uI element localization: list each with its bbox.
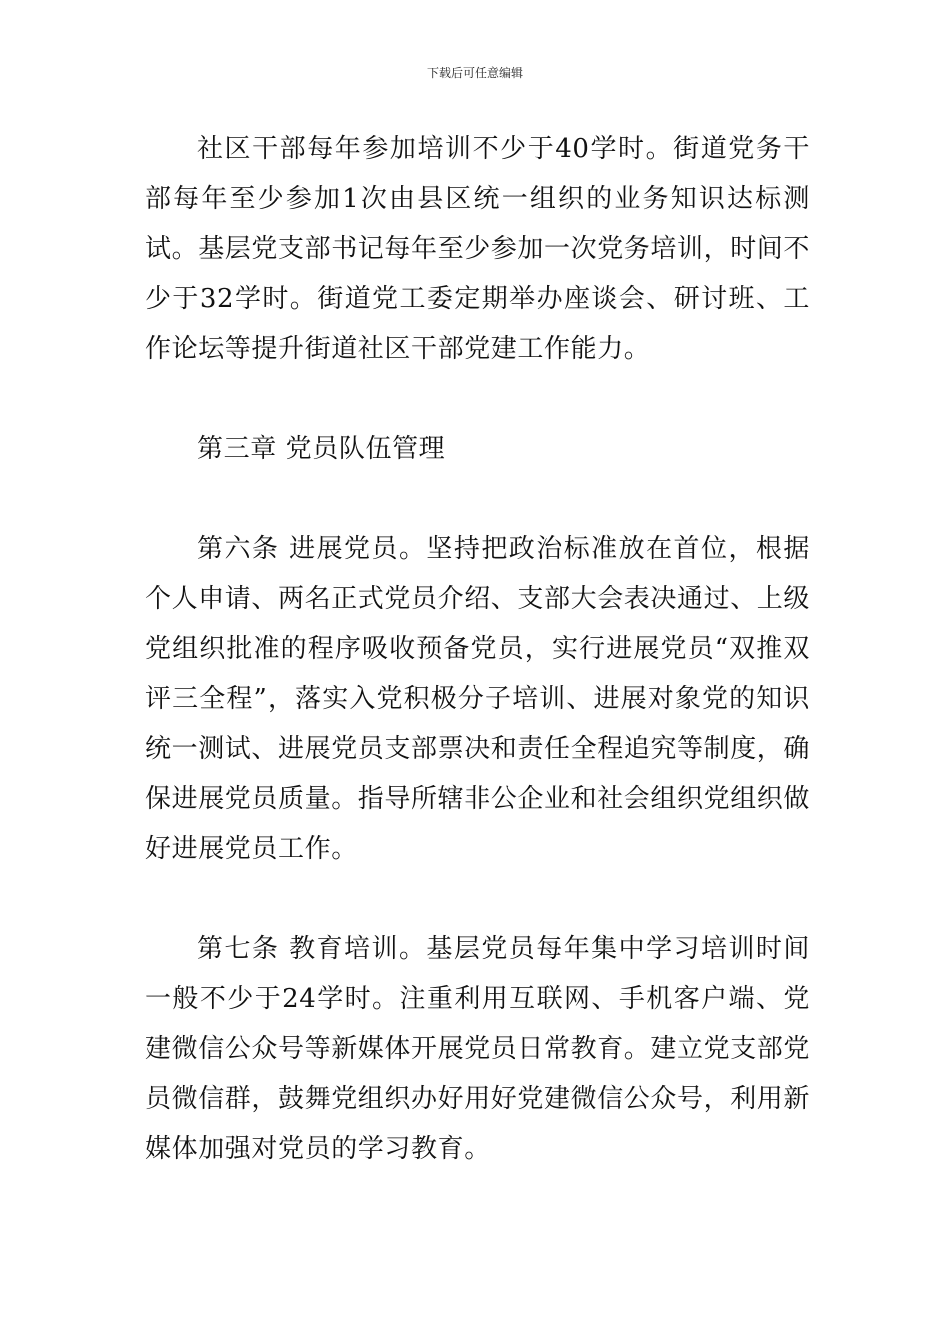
page-header-note: 下载后可任意编辑 <box>426 66 523 80</box>
paragraph-training-hours: 社区干部每年参加培训不少于40学时。街道党务干部每年至少参加1次由县区统一组织的业务知识达标测试。基层党支部书记每年至少参加一次党务培训，时间不少于32学时。街道党工委定期举办座谈会、研讨班、工作论坛等提升街道社区干部党建工作能力。 <box>145 134 811 364</box>
chapter-heading: 第三章 党员队伍管理 <box>197 434 446 464</box>
article-seven-paragraph: 第七条 教育培训。基层党员每年集中学习培训时间一般不少于24学时。注重利用互联网、手机客户端、党建微信公众号等新媒体开展党员日常教育。建立党支部党员微信群，鼓舞党组织办好用好党建微信公众号，利用新媒体加强对党员的学习教育。 <box>145 934 811 1164</box>
document-body <box>145 124 810 1174</box>
article-six-paragraph: 第六条 进展党员。坚持把政治标准放在首位，根据个人申请、两名正式党员介绍、支部大会表决通过、上级党组织批准的程序吸收预备党员，实行进展党员“双推双评三全程”，落实入党积极分子培训、进展对象党的知识统一测试、进展党员支部票决和责任全程追究等制度，确保进展党员质量。指导所辖非公企业和社会组织党组织做好进展党员工作。 <box>145 534 811 864</box>
